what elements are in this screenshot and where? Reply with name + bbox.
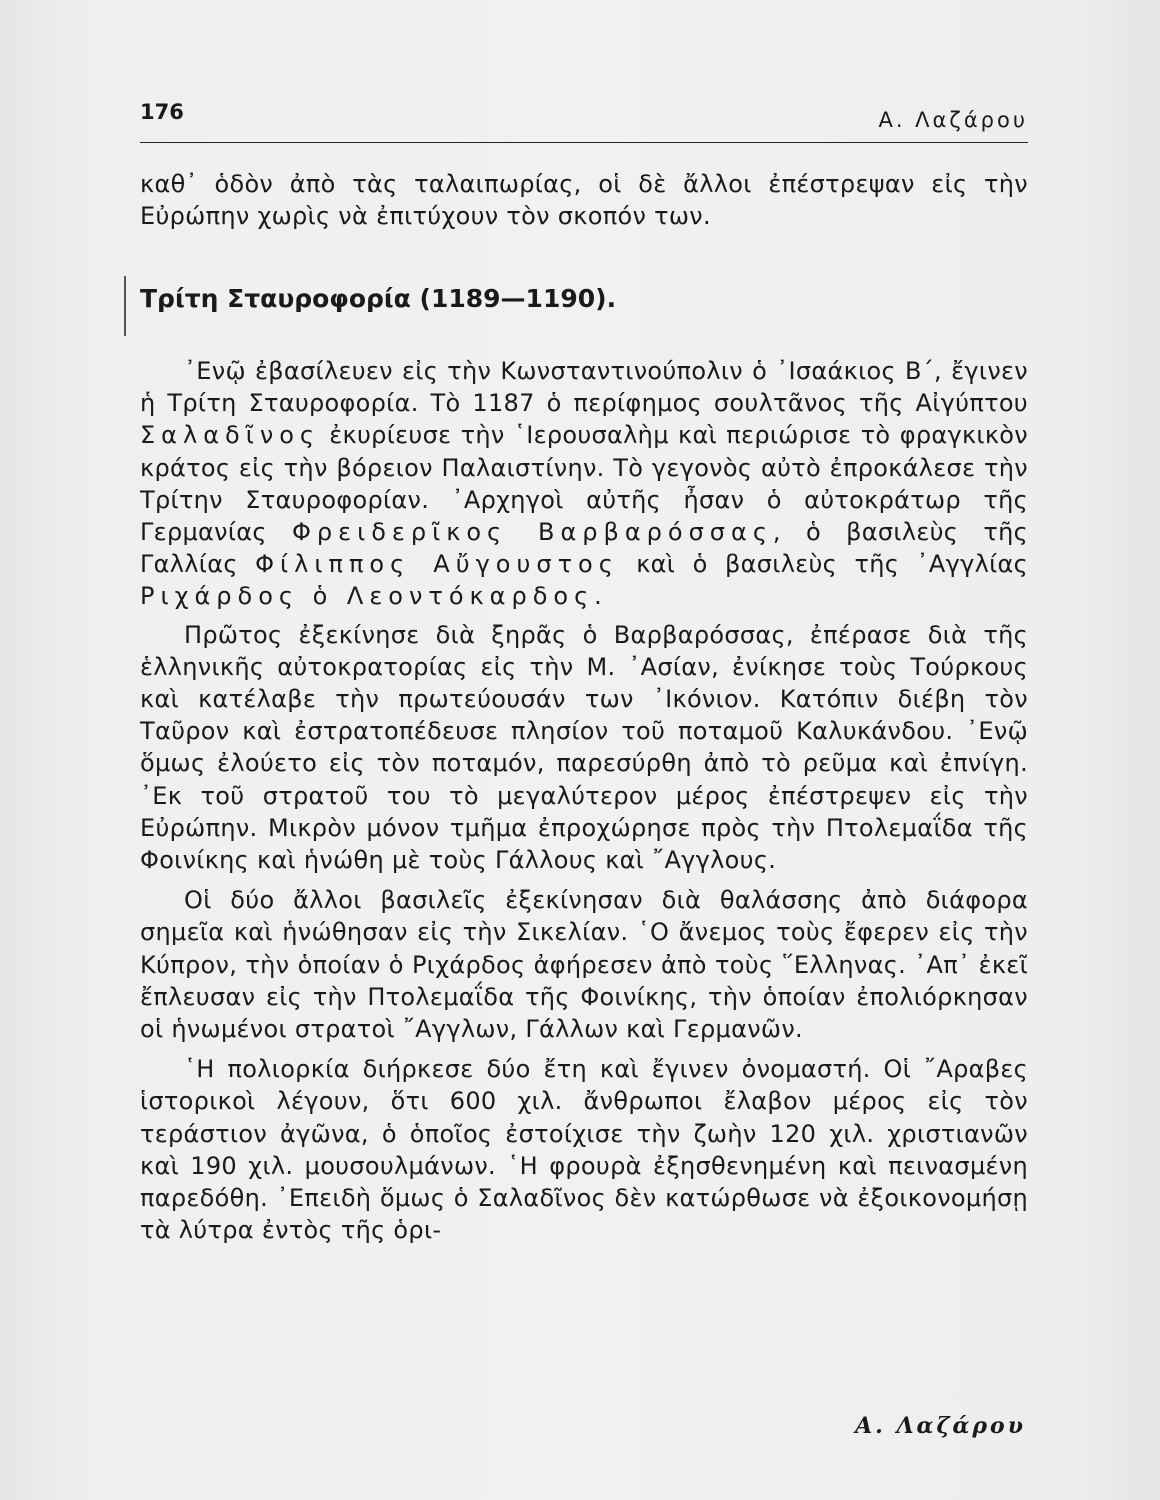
body-main xyxy=(140,355,1028,1246)
name-frederick: Φρειδερῖκος Βαρβαρόσσας xyxy=(291,518,773,547)
paragraph-kings-sea: Οἱ δύο ἄλλοι βασιλεῖς ἐξεκίνησαν διὰ θαλάσσης ἀπὸ διάφορα σημεῖα καὶ ἡνώθησαν εἰς τὴν Σικελίαν. ῾Ο ἄνεμος τοὺς ἔφερεν εἰς τὴν Κύπρον, τὴν ὁποίαν ὁ Ριχάρδος ἀφήρεσεν ἀπὸ τοὺς ῞Ελληνας. ᾿Απ᾿ ἐκεῖ ἔπλευσαν εἰς τὴν Πτολεμαΐδα τῆς Φοινίκης, τὴν ὁποίαν ἐπολιόρκησαν οἱ ἡνωμένοι στρατοὶ ῎Αγγλων, Γάλλων καὶ Γερμανῶν. xyxy=(140,886,1028,1044)
paragraph-intro-text-c: , ὁ βασιλεὺς τῆς Γαλλίας xyxy=(140,518,1028,579)
name-richard: Ριχάρδος ὁ Λεοντόκαρδος xyxy=(140,582,595,611)
paragraph-intro-text-d: καὶ ὁ βασιλεὺς τῆς ᾿Αγγλίας xyxy=(618,550,1029,579)
footer-signature: Α. Λαζάρου xyxy=(855,1413,1026,1439)
page-header xyxy=(140,100,1028,143)
paragraph-intro-text-a: ᾿Ενῷ ἐβασίλευεν εἰς τὴν Κωνσταντινούπολιν ὁ ᾿Ισαάκιος Β΄, ἔγινεν ἡ Τρίτη Σταυροφορία. Τὸ 1187 ὁ περίφημος σουλτᾶνος τῆς Αἰγύπτου xyxy=(140,357,1028,418)
body-top xyxy=(140,168,1028,232)
paragraph-continuation: καθ᾿ ὁδὸν ἀπὸ τὰς ταλαιπωρίας, οἱ δὲ ἄλλοι ἐπέστρεψαν εἰς τὴν Εὐρώπην χωρὶς νὰ ἐπιτύχουν τὸν σκοπόν των. xyxy=(140,170,1028,231)
name-philip: Φίλιππος Αὔγουστος xyxy=(255,550,619,579)
paragraph-intro xyxy=(140,355,1028,613)
margin-mark xyxy=(124,276,126,336)
paragraph-barbarossa: Πρῶτος ἐξεκίνησε διὰ ξηρᾶς ὁ Βαρβαρόσσας, ἐπέρασε διὰ τῆς ἑλληνικῆς αὐτοκρατορίας εἰς τὴν Μ. ᾿Ασίαν, ἐνίκησε τοὺς Τούρκους καὶ κατέλαβε τὴν πρωτεύουσάν των ᾿Ικόνιον. Κατόπιν διέβη τὸν Ταῦρον καὶ ἐστρατοπέδευσε πλησίον τοῦ ποταμοῦ Καλυκάνδου. ᾿Ενῷ ὅμως ἐλούετο εἰς τὸν ποταμόν, παρεσύρθη ἀπὸ τὸ ρεῦμα καὶ ἐπνίγη. ᾿Εκ τοῦ στρατοῦ του τὸ μεγαλύτερον μέρος ἐπέστρεψεν εἰς τὴν Εὐρώπην. Μικρὸν μόνον τμῆμα ἐπροχώρησε πρὸς τὴν Πτολεμαΐδα τῆς Φοινίκης καὶ ἡνώθη μὲ τοὺς Γάλλους καὶ ῎Αγγλους. xyxy=(140,620,1028,875)
paragraph-intro-text-e: . xyxy=(594,582,603,611)
section-heading: Τρίτη Σταυροφορία (1189—1190). xyxy=(140,284,617,313)
running-head: Α. Λαζάρου xyxy=(878,108,1028,132)
name-saladin: Σαλαδῖνος xyxy=(140,421,320,450)
paragraph-siege: ῾Η πολιορκία διήρκεσε δύο ἔτη καὶ ἔγινεν ὀνομαστή. Οἱ ῎Αραβες ἱστορικοὶ λέγουν, ὅτι 600 χιλ. ἄνθρωποι ἔλαβον μέρος εἰς τὸν τεράστιον ἀγῶνα, ὁ ὁποῖος ἐστοίχισε τὴν ζωὴν 120 χιλ. χριστιανῶν καὶ 190 χιλ. μουσουλμάνων. ῾Η φρουρὰ ἐξησθενημένη καὶ πεινασμένη παρεδόθη. ᾿Επειδὴ ὅμως ὁ Σαλαδῖνος δὲν κατώρθωσε νὰ ἐξοικονομήσῃ τὰ λύτρα ἐντὸς τῆς ὁρι- xyxy=(140,1055,1028,1245)
page-number: 176 xyxy=(140,100,184,124)
paragraph-intro-text-b: ἐκυρίευσε τὴν ῾Ιερουσαλὴμ καὶ περιώρισε τὸ φραγκικὸν κράτος εἰς τὴν βόρειον Παλαιστίνην. Τὸ γεγονὸς αὐτὸ ἐπροκάλεσε τὴν Τρίτην Σταυροφορίαν. ᾿Αρχηγοὶ αὐτῆς ἦσαν ὁ αὐτοκράτωρ τῆς Γερμανίας xyxy=(140,421,1028,547)
